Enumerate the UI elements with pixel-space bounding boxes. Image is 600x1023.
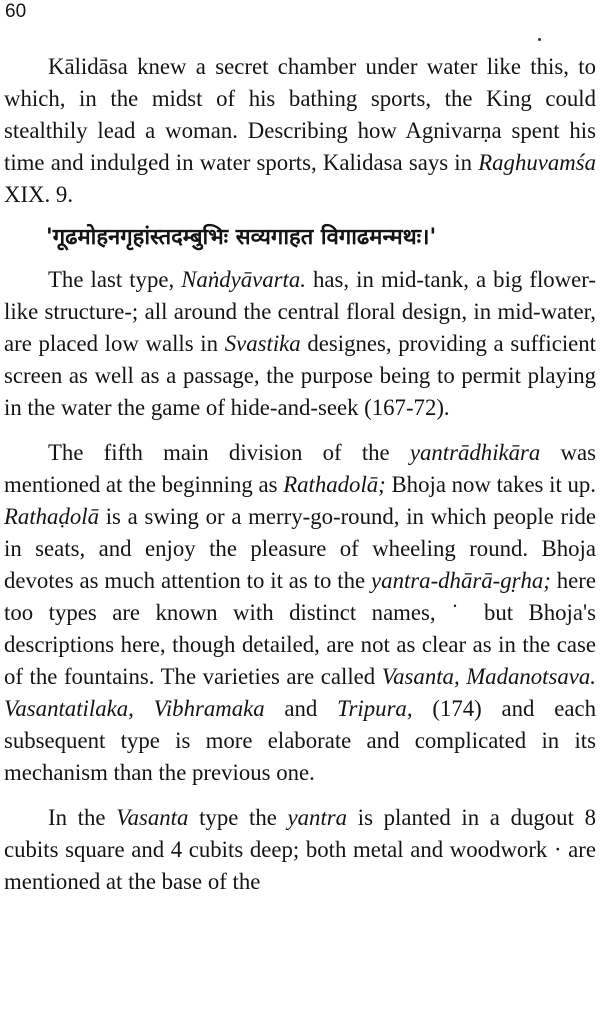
text-run: and bbox=[264, 696, 338, 721]
italic-term: yantrādhikāra bbox=[409, 440, 541, 465]
text-run: is planted in a dugout 8 cubits square and 4 cubits deep; both metal and woodwork · are mentioned at the base of the bbox=[4, 805, 596, 894]
text-run: In the bbox=[48, 805, 117, 830]
text-run: type the bbox=[188, 805, 288, 830]
text-run: XIX. 9. bbox=[4, 182, 74, 207]
text-run: Bhoja now takes it up. bbox=[385, 472, 596, 497]
paragraph-gap bbox=[4, 424, 596, 437]
page-number: 60 bbox=[5, 1, 27, 22]
text-run: is a swing or a merry-go-round, in which people ride in seats, and enjoy the pleasure of wheeling round. Bhoja devotes as much attention to it as to the bbox=[4, 504, 596, 593]
paragraph-rathadola bbox=[4, 437, 596, 789]
text-run: has, in mid-tank, a big flower-like structure-; all around the central floral design, in mid-water, are placed low walls in bbox=[4, 267, 596, 356]
page-body bbox=[4, 51, 596, 898]
italic-term: Vasanta, Madanotsava. Vasantatilaka, Vibhramaka bbox=[4, 664, 596, 721]
italic-term: Naṅdyāvarta. bbox=[181, 267, 306, 292]
paragraph-vasanta bbox=[4, 802, 596, 898]
italic-term: Vasanta bbox=[116, 805, 189, 830]
text-run: Kālidāsa knew a secret chamber under water like this, to which, in the midst of his bathing sports, the King could stealthily lead a woman. Describing how Agnivarṇa spent his time and indulged in water sports, Kalidasa says in bbox=[4, 54, 596, 175]
text-run: (174) and each subsequent type is more elaborate and complicated in its mechanism than the previous one. bbox=[4, 696, 596, 785]
italic-term: yantra bbox=[287, 805, 348, 830]
italic-term: Tripura, bbox=[337, 696, 413, 721]
paragraph-gap bbox=[4, 789, 596, 802]
text-run: The fifth main division of the bbox=[48, 440, 410, 465]
text-run: here too types are known with distinct names, ˙ but Bhoja's descriptions here, though detailed, are not as clear as in the case of the fountains. The varieties are called bbox=[4, 568, 596, 689]
text-run: was mentioned at the beginning as bbox=[4, 440, 596, 497]
sanskrit-verse: 'गूढमोहनगृहांस्तदम्बुभिः सव्यगाहत विगाढमन्मथः।' bbox=[46, 225, 437, 250]
italic-term: Rathadolā; bbox=[283, 472, 386, 497]
scan-speck bbox=[538, 38, 541, 41]
italic-term: Raghuvamśa bbox=[478, 150, 596, 175]
paragraph-nandyavarta bbox=[4, 264, 596, 424]
text-run: The last type, bbox=[48, 267, 182, 292]
italic-term: yantra-dhārā-gṛha; bbox=[371, 568, 551, 593]
paragraph-kalidasa bbox=[4, 51, 596, 211]
italic-term: Rathaḍolā bbox=[4, 504, 99, 529]
italic-term: Svastika bbox=[224, 331, 301, 356]
text-run: designes, providing a sufficient screen as well as a passage, the purpose being to permit playing in the water the game of hide-and-seek (167-72). bbox=[4, 331, 597, 420]
